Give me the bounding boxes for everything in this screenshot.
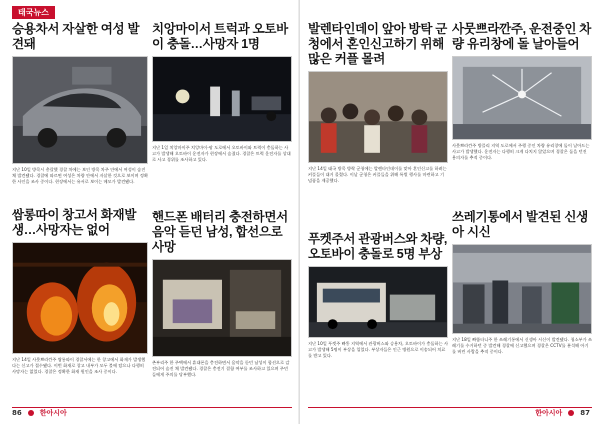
magazine-logo-icon — [568, 410, 574, 416]
article-valentine-marriage — [308, 22, 448, 238]
article-body: 지난 1일 치앙마이주 치앙마이-팡 도로에서 오토바이와 트럭이 충돌하는 사고가 발생해 오토바이 운전자가 현장에서 숨졌다. 경찰은 트럭 운전자를 상대로 사고 경위를 조사하고 있다. — [152, 145, 291, 162]
page-number: 87 — [580, 409, 590, 417]
headline: 발렌타인데이 앞아 방탁 군청에서 혼인신고하기 위해 많은 커플 몰려 — [308, 22, 448, 66]
headline: 쌈롱따이 창고서 화재발생…사망자는 없어 — [12, 208, 137, 237]
headline: 치앙마이서 트럭과 오토바이 충돌…사망자 1명 — [152, 22, 288, 51]
article-car-suicide — [12, 22, 148, 206]
headline: 쓰레기통에서 발견된 신생아 시신 — [452, 210, 588, 239]
headline: 푸켓주서 관광버스와 차량, 오토바이 충돌로 5명 부상 — [308, 232, 448, 261]
photo-couples-crowd — [308, 71, 448, 163]
photo-trash-scene — [452, 244, 592, 334]
magazine-name: 한아시아 — [39, 409, 67, 417]
article-body: 지난 10일 방콕시 총괄했 경찰 차에는 보인 방콕 차주 안에서 여성이 숨진 채 발견됐다. 경찰에 따르면 여성은 차량 안에서 자살한 것으로 보이며 정확한 사인을 조사 중이다. 현장에서는 유서로 보이는 메모가 발견됐다. — [12, 167, 148, 184]
magazine-name: 한아시아 — [535, 409, 563, 417]
article-warehouse-fire — [12, 208, 148, 394]
article-rock-windshield — [452, 22, 592, 208]
photo-windshield — [452, 56, 592, 140]
page-number: 86 — [12, 409, 22, 417]
article-body: 사뭇쁘라깐주 방플리 지역 도로에서 주행 중인 차량 유리창에 돌이 날아드는 사고가 발생했다. 운전자는 다행히 크게 다치지 않았으며 경찰은 돌을 던진 용의자를 추적 중이다. — [452, 143, 590, 160]
photo-crash-night — [152, 56, 292, 142]
article-body: 지난 14일 태국 방콕 방락 군청에는 발렌타인데이를 맞아 혼인신고를 하려는 커플들이 대거 몰렸다. 이날 군청은 커플들을 위해 특별 행사를 마련하고 기념품을 제공했다. — [308, 166, 447, 183]
article-body: 지난 18일 빠뚬타니주 한 쓰레기통에서 신생아 시신이 발견됐다. 청소부가 쓰레기를 수거하던 중 발견해 경찰에 신고했으며 경찰은 CCTV를 분석해 아기를 버린 사람을 추적 중이다. — [452, 337, 592, 354]
magazine-logo-icon — [28, 410, 34, 416]
headline: 사뭇쁘라깐주, 운전중인 차량 유리창에 돌 날아들어 — [452, 22, 592, 51]
article-body: 지난 14일 사뭇쁘라깐주 쌈롱따이 경찰서에는 한 창고에서 화재가 발생했다는 신고가 접수됐다. 이번 화재로 창고 내부가 모두 불에 탔으나 다행히 사망자는 없었다. 경찰은 정확한 화재 원인을 조사 중이다. — [12, 357, 146, 374]
headline: 승용차서 자살한 여성 발견돼 — [12, 22, 140, 51]
article-body: 촌부리주 한 주택에서 휴대폰을 충전하면서 음악을 듣던 남성이 합선으로 감전되어 숨진 채 발견됐다. 경찰은 충전기 결함 여부를 조사하고 있으며 주민들에게 주의를 당부했다. — [152, 360, 290, 377]
article-phone-charging — [152, 210, 292, 394]
article-body: 지난 10일 푸켓주 빠똥 지역에서 관광버스와 승용차, 오토바이가 충돌하는 사고가 발생해 5명이 부상을 입었다. 부상자들은 인근 병원으로 이송되어 치료를 받고 있다. — [308, 341, 448, 358]
headline: 핸드폰 배터리 충전하면서 음악 듣던 남성, 합선으로 사망 — [152, 210, 288, 254]
right-footer — [535, 408, 590, 418]
article-chiangmai-crash — [152, 22, 292, 208]
left-footer — [12, 408, 67, 418]
section-tag: 태국뉴스 — [12, 6, 55, 19]
photo-bus-crash — [308, 266, 448, 338]
right-page — [300, 0, 600, 424]
article-phuket-bus — [308, 232, 448, 394]
article-infant-body — [452, 210, 592, 394]
photo-fire — [12, 242, 148, 354]
photo-car — [12, 56, 148, 164]
photo-bedroom — [152, 259, 292, 357]
